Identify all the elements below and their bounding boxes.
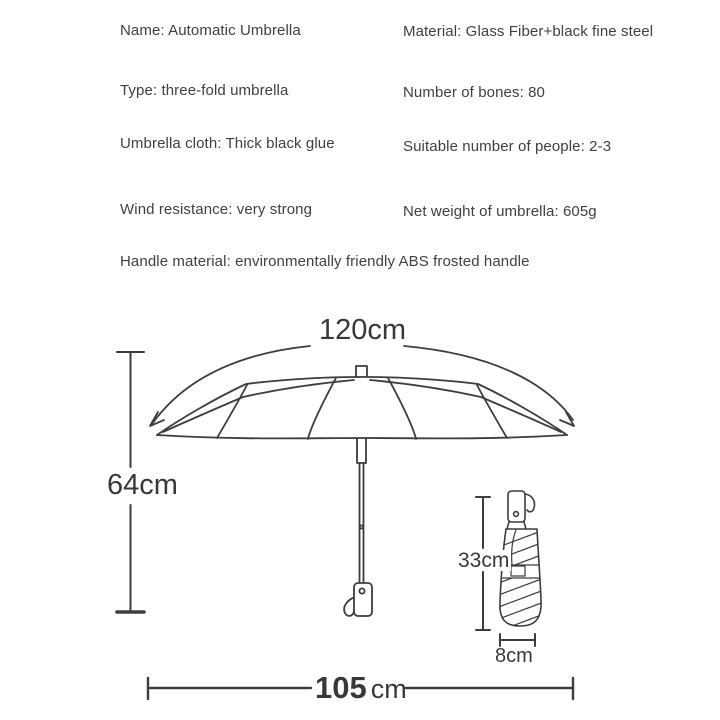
- folded-handle: [508, 491, 525, 522]
- open-diameter-value: 105: [315, 670, 367, 705]
- shaft: [357, 438, 366, 583]
- umbrella-line-drawing: [0, 300, 720, 720]
- folded-strap: [525, 494, 535, 512]
- open-diameter-label: [315, 672, 407, 703]
- canopy-width-label: 120cm: [319, 314, 407, 346]
- arrowhead-left-icon: [150, 412, 164, 426]
- band-buckle: [511, 566, 525, 576]
- open-height-label: 64cm: [107, 469, 178, 501]
- folded-diameter-label: 8cm: [495, 645, 533, 667]
- open-diameter-unit: cm: [370, 674, 407, 704]
- spec-people: Suitable number of people: 2-3: [403, 138, 612, 155]
- handle: [344, 583, 372, 616]
- spec-bones: Number of bones: 80: [403, 84, 545, 101]
- spec-material: Material: Glass Fiber+black fine steel: [403, 23, 654, 40]
- spec-cloth: Umbrella cloth: Thick black glue: [120, 135, 335, 152]
- spec-type: Type: three-fold umbrella: [120, 82, 289, 99]
- spec-wind: Wind resistance: very strong: [120, 201, 313, 218]
- canopy-width-arc: [150, 346, 574, 426]
- spec-handle: Handle material: environmentally friendly ABS frosted handle: [120, 253, 530, 270]
- finial: [356, 366, 367, 377]
- spec-name: Name: Automatic Umbrella: [120, 22, 301, 39]
- spec-weight: Net weight of umbrella: 605g: [403, 203, 597, 220]
- folded-length-label: 33cm: [458, 549, 510, 572]
